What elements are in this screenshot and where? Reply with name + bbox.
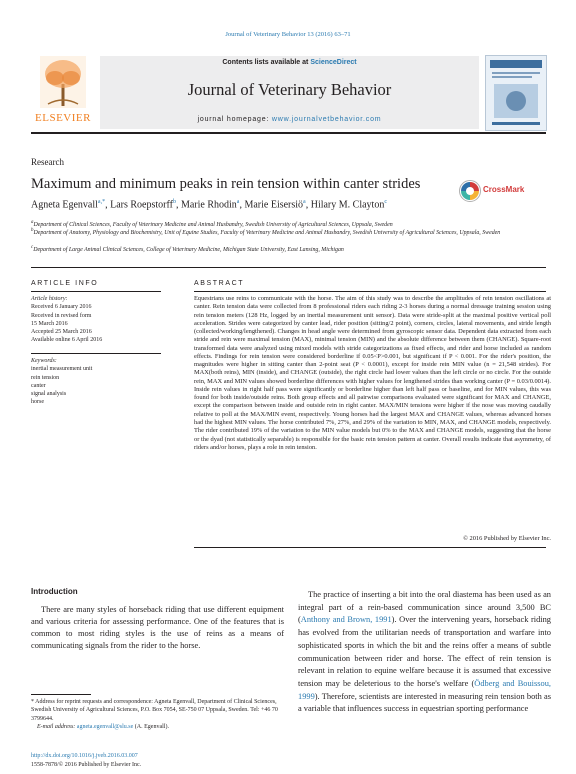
article-history bbox=[31, 295, 161, 345]
author-name[interactable]: Marie Rhodin bbox=[180, 199, 237, 211]
contents-line bbox=[100, 59, 479, 66]
journal-cover-image[interactable] bbox=[485, 55, 547, 131]
affiliation-b: $^b$Department of Anatomy, Physiology and Biochemistry, Unit of Equine Studies, Faculty of Veterinary Medicine and Animal Husbandry, Swedish University of Agricultural Sciences, Uppsala, Sweden bbox=[31, 228, 501, 236]
keyword-item: inertial measurement unit bbox=[31, 366, 93, 373]
keyword-item: horse bbox=[31, 399, 44, 406]
issn-line: 1558-7878/© 2016 Published by Elsevier Inc. bbox=[31, 761, 142, 768]
abstract-copyright: © 2016 Published by Elsevier Inc. bbox=[463, 535, 551, 542]
author-name[interactable]: Lars Roepstorff bbox=[110, 199, 173, 211]
sciencedirect-link[interactable]: ScienceDirect bbox=[310, 59, 357, 66]
article-info-heading: ARTICLE INFO bbox=[31, 280, 99, 287]
history-item: Received 6 January 2016 bbox=[31, 304, 92, 311]
journal-reference[interactable]: Journal of Veterinary Behavior 13 (2016) 63–71 bbox=[225, 31, 351, 38]
crossmark-icon bbox=[459, 179, 481, 203]
email-suffix: (A. Egenvall). bbox=[134, 724, 169, 731]
abstract-rule bbox=[194, 291, 546, 292]
email-label: E-mail address: bbox=[37, 724, 76, 731]
article-title: Maximum and minimum peaks in rein tension within canter strides bbox=[31, 176, 421, 192]
abstract-bottom-rule bbox=[194, 547, 546, 548]
author-affiliation-marker[interactable]: a bbox=[303, 199, 306, 205]
author-separator: , bbox=[105, 199, 111, 211]
author-name[interactable]: Marie Eisersiö bbox=[244, 199, 304, 211]
intro-paragraph-col1: There are many styles of horseback riding that use different equipment and various criteria for assessing performance. One of the features that is common to most riding styles is the use of reins as a means of communicating signals from the rider to the horse. bbox=[31, 605, 284, 650]
keyword-item: rein tension bbox=[31, 374, 60, 381]
keyword-item: signal analysis bbox=[31, 391, 67, 398]
footnote-rule bbox=[31, 694, 91, 695]
history-item: Accepted 25 March 2016 bbox=[31, 329, 92, 336]
journal-homepage-line bbox=[100, 116, 479, 123]
keywords-block bbox=[31, 357, 161, 407]
homepage-prefix: journal homepage: bbox=[197, 116, 270, 123]
article-section: Research bbox=[31, 157, 64, 167]
elsevier-tree-icon bbox=[40, 56, 86, 108]
author-list bbox=[31, 199, 387, 210]
author-separator: , bbox=[239, 199, 245, 211]
abstract-text: Equestrians use reins to communicate with the horse. The aim of this study was to describe the amplitudes of rein tension oscillations at canter. Rein tension data were collected from 8 professional riders each riding 2-3 horses during a normal dressage training session using rein tension meters (128 Hz, logged by an inertial measurement unit sensor). Data were stride-split at the maximal positive vertical poll acceleration. Strides were categorized by canter lead, rider position (sitting/2 point), corners, circles, lateral movements, and stride length (collected/working/lengthened). Changes in head angle were determined from gyroscopic sensor data. Dependent data extracted from each stride and rein were maximal tension (MAX), minimal tension (MIN) and the absolute difference between them (CHANGE). Square-root transformed data were analyzed using mixed models with stride categorizations as fixed effects, and rider and horse included as random effects. Findings for rein tension were considered borderline if 0.05<P>0.001, but significant if P < 0.001. For the rider's position, the magnitudes were higher in sitting canter than 2-point seat (P < 0.0001), except for inside rein MIN value (n = 21,548 strides). For MAX(both reins), MIN (inside), and CHANGE (outside), the right circle had lower values than the left circle or no circle. For the outside rein, MAX and MIN values showed borderline differences with higher values for lengthened strides than working canter (P = 0.03/0.0014). Inside rein values in right half pass were significantly or borderline higher than left half pass or baseline, and for MIN values, this was found for both inside/outside reins. Both group effects and all pairwise comparisons evaluated were significant for MAX and CHANGE, except the comparison between inside and outside rein in right canter. MAX/MIN tensions were higher if the nose was moving caudally relative to poll at the MAX/MIN event, respectively. Young horses had the largest MAX and CHANGE values, whereas advanced horses had the highest MIN values. The horse contributed 7%, 27%, and 29% of the variation to MIN, MAX, and CHANGE models, respectively. The rider contributed 19% of the variation to the MIN value models but 0% to the MAX and CHANGE models, suggesting that the horse or the dyad (not statistically separable) is responsible for the basic rein tension pattern at canter. Overall results indicate that asymmetry, of riders and/or horses, plays a role in rein tension. bbox=[194, 295, 551, 451]
author-affiliation-marker[interactable]: c bbox=[384, 199, 387, 205]
history-item: Available online 6 April 2016 bbox=[31, 337, 103, 344]
reference-link-odberg[interactable]: Ödberg and Bouissou, 1999 bbox=[298, 678, 551, 701]
keywords-label: Keywords: bbox=[31, 358, 57, 364]
keywords-rule bbox=[31, 353, 161, 354]
header-rule bbox=[31, 132, 546, 134]
author-separator: , bbox=[175, 199, 181, 211]
elsevier-wordmark: ELSEVIER bbox=[35, 112, 91, 124]
corresponding-footnote bbox=[31, 698, 284, 732]
affiliation-a: $^a$Department of Clinical Sciences, Faculty of Veterinary Medicine and Animal Husbandry, Swedish University of Agricultural Sciences, Uppsala, Sweden bbox=[31, 220, 393, 228]
history-item: 15 March 2016 bbox=[31, 320, 68, 327]
affiliation-c: $^c$Department of Large Animal Clinical Sciences, College of Veterinary Medicine, Michigan State University, East Lansing, Michigan bbox=[31, 245, 344, 253]
intro-paragraph-col2: The practice of inserting a bit into the oral diastema has been used as an integral part of a rein-based communication since around 3,500 BC (Anthony and Brown, 1991). Over the intervening years, horseback riding has evolved from the utilitarian needs of transportation and warfare into sophisticated sports in which the bit and the reins offer a means of subtle communication between rider and horse. The effect of rein tension is relevant in relation to equine welfare because it is assumed that excessive tension may be deleterious to the horse's welfare (Ödberg and Bouissou, 1999). Therefore, scientists are interested in measuring rein tension both as a variable that influences success in equestrian sporting performance bbox=[298, 590, 551, 714]
author-affiliation-marker[interactable]: b bbox=[172, 199, 176, 205]
journal-title: Journal of Veterinary Behavior bbox=[187, 80, 392, 99]
reference-link-anthony[interactable]: Anthony and Brown, 1991 bbox=[300, 615, 392, 625]
homepage-link[interactable]: www.journalvetbehavior.com bbox=[271, 116, 382, 123]
author-affiliation-marker[interactable]: a,* bbox=[97, 199, 106, 205]
author-separator: , bbox=[305, 199, 311, 211]
crossmark-badge[interactable] bbox=[459, 179, 549, 205]
author-name[interactable]: Agneta Egenvall bbox=[31, 199, 98, 211]
abstract-heading: ABSTRACT bbox=[194, 280, 245, 287]
history-label: Article history: bbox=[31, 296, 68, 302]
keyword-item: canter bbox=[31, 382, 46, 389]
contents-prefix: Contents lists available at bbox=[222, 59, 309, 66]
title-rule bbox=[31, 267, 546, 268]
introduction-heading: Introduction bbox=[31, 587, 78, 596]
article-info-rule bbox=[31, 291, 161, 292]
email-link[interactable]: agneta.egenvall@slu.se bbox=[76, 724, 134, 731]
author-name[interactable]: Hilary M. Clayton bbox=[310, 199, 385, 211]
crossmark-label: CrossMark bbox=[483, 185, 525, 194]
history-item: Received in revised form bbox=[31, 312, 92, 319]
footnote-text: * Address for reprint requests and correspondence: Agneta Egenvall, Department of Clinical Sciences, Swedish University of Agricultural Sciences, P.O. Box 7054, SE-750 07 Uppsala, Sweden. Tel: +46 70 3799644. bbox=[31, 699, 278, 722]
author-affiliation-marker[interactable]: a bbox=[236, 199, 240, 205]
doi-link[interactable]: http://dx.doi.org/10.1016/j.jveb.2016.03.007 bbox=[31, 753, 138, 759]
bottom-info bbox=[31, 752, 284, 769]
